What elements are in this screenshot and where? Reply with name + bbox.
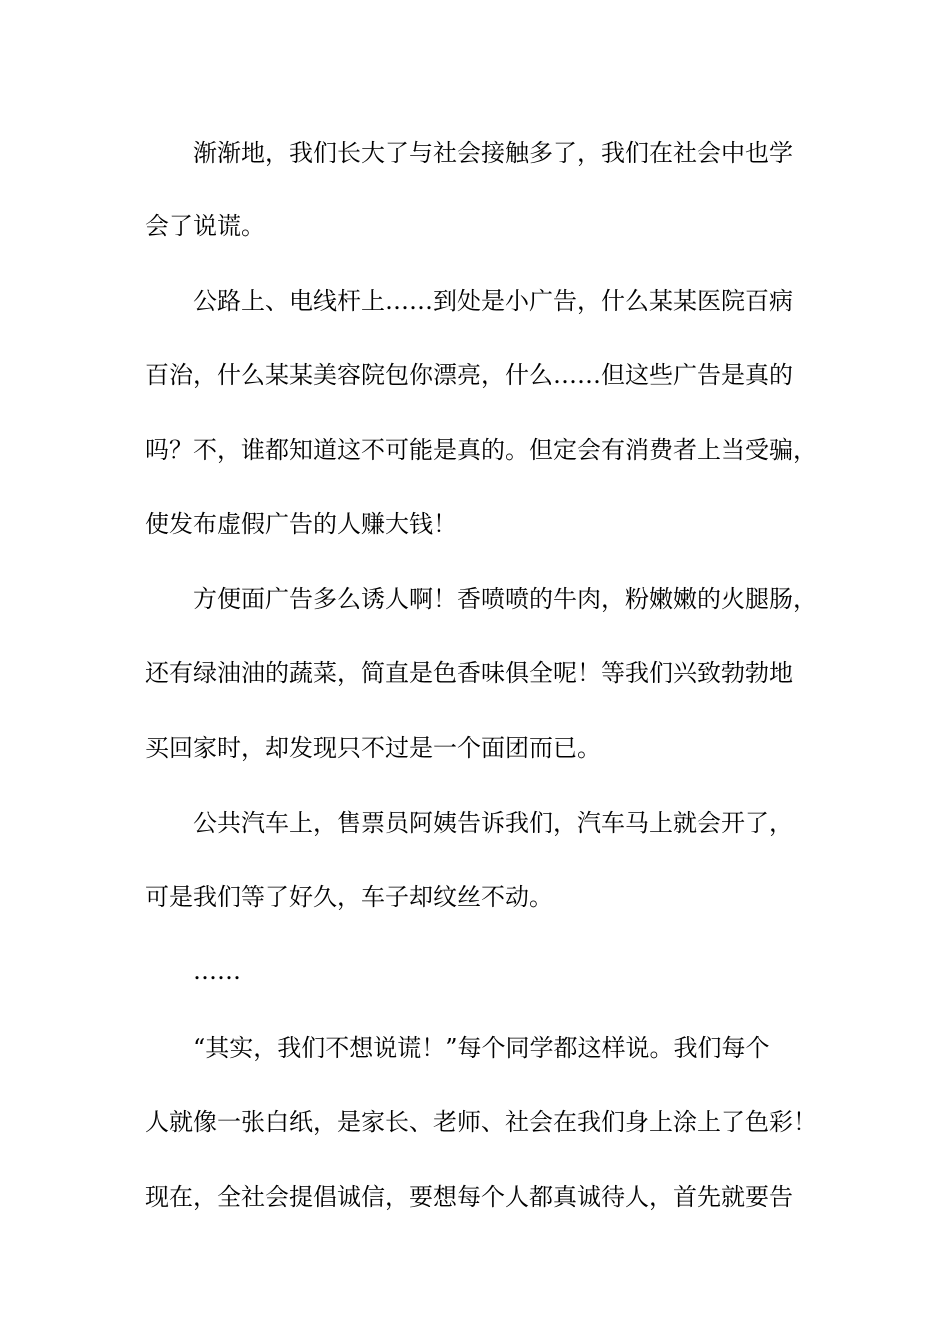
text-line-10: 公共汽车上，售票员阿姨告诉我们，汽车马上就会开了， — [193, 809, 793, 837]
text-line-1: 渐渐地，我们长大了与社会接触多了，我们在社会中也学 — [193, 139, 793, 167]
text-line-5: 吗？不，谁都知道这不可能是真的。但定会有消费者上当受骗， — [145, 436, 817, 464]
text-line-11: 可是我们等了好久，车子却纹丝不动。 — [145, 883, 553, 911]
text-line-9: 买回家时，却发现只不过是一个面团而已。 — [145, 734, 601, 762]
text-line-2: 会了说谎。 — [145, 212, 265, 240]
text-line-7: 方便面广告多么诱人啊！香喷喷的牛肉，粉嫩嫩的火腿肠， — [193, 585, 817, 613]
ellipsis-line: …… — [193, 957, 241, 985]
text-line-4: 百治，什么某某美容院包你漂亮，什么……但这些广告是真的 — [145, 361, 793, 389]
text-line-3: 公路上、电线杆上……到处是小广告，什么某某医院百病 — [193, 287, 793, 315]
text-line-14: 人就像一张白纸，是家长、老师、社会在我们身上涂上了色彩！ — [145, 1108, 817, 1136]
text-line-13: “其实，我们不想说谎！”每个同学都这样说。我们每个 — [193, 1034, 770, 1062]
text-line-6: 使发布虚假广告的人赚大钱！ — [145, 510, 457, 538]
text-line-8: 还有绿油油的蔬菜，简直是色香味俱全呢！等我们兴致勃勃地 — [145, 659, 793, 687]
text-line-15: 现在，全社会提倡诚信，要想每个人都真诚待人，首先就要告 — [145, 1183, 793, 1211]
